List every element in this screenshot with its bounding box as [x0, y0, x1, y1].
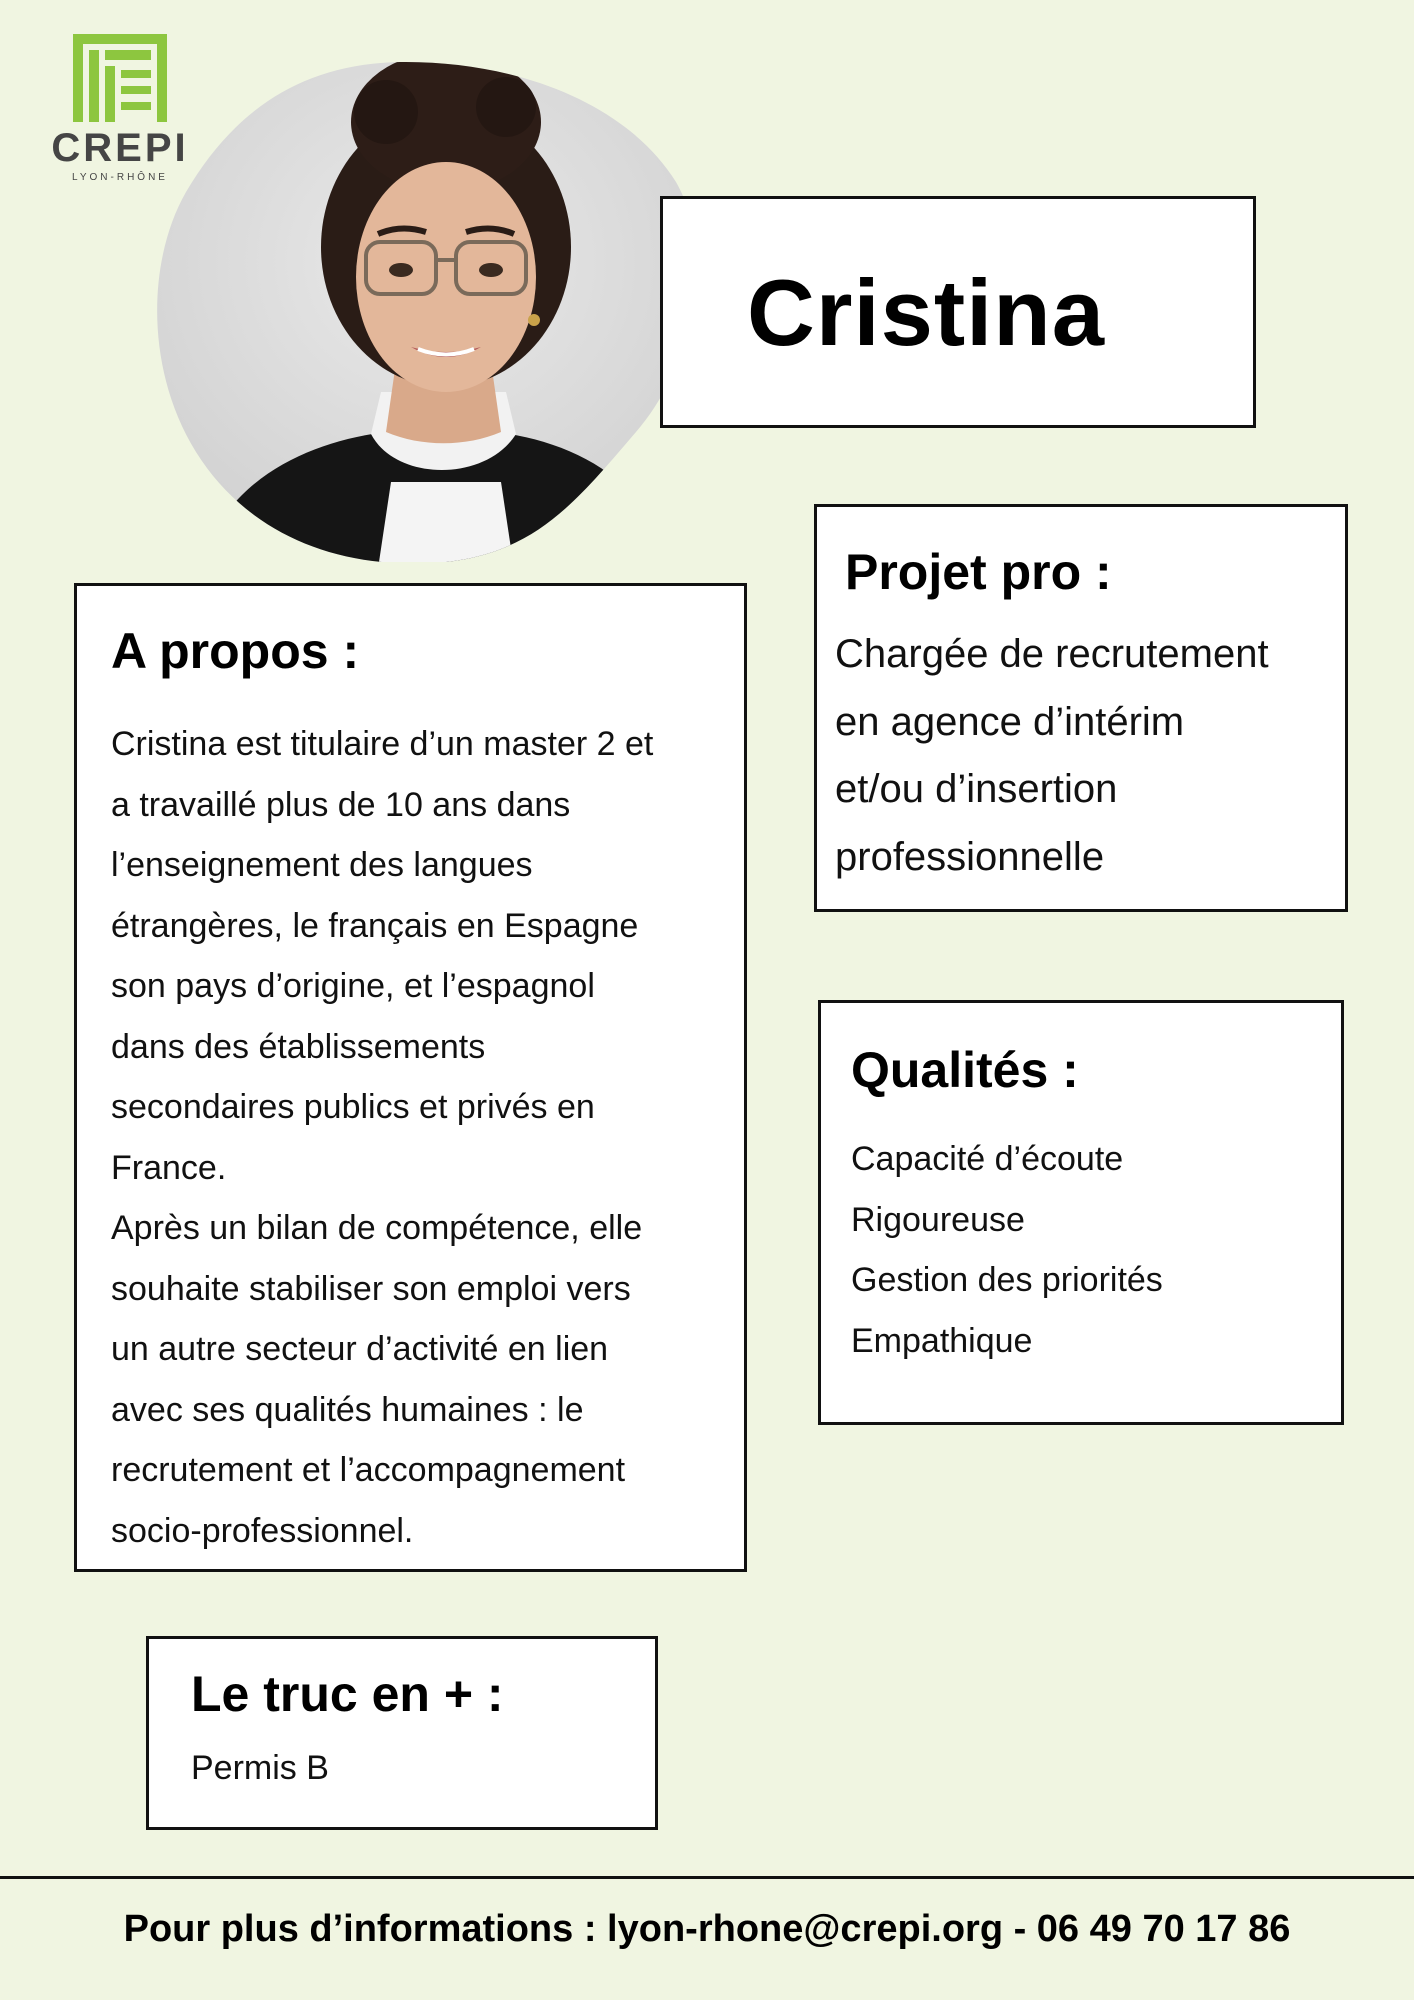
- apropos-line: l’enseignement des langues: [111, 846, 533, 884]
- apropos-line: France.: [111, 1148, 227, 1187]
- apropos-text: [111, 714, 653, 1561]
- qualites-list: [851, 1129, 1163, 1371]
- truc-item: Permis B: [191, 1749, 329, 1787]
- apropos-line: Cristina est titulaire d’un master 2 et: [111, 725, 654, 763]
- projet-line: en agence d’intérim: [835, 699, 1185, 744]
- qualite-item: Rigoureuse: [851, 1200, 1025, 1239]
- apropos-line: souhaite stabiliser son emploi vers: [111, 1269, 631, 1308]
- logo-subtitle: LYON-RHÔNE: [72, 172, 168, 183]
- projet-line: professionnelle: [835, 834, 1105, 879]
- name-card: [660, 196, 1256, 428]
- profile-name: Cristina: [747, 260, 1105, 365]
- projet-section: [814, 504, 1348, 912]
- apropos-line: Après un bilan de compétence, elle: [111, 1209, 643, 1247]
- qualites-section: [818, 1000, 1344, 1425]
- apropos-line: a travaillé plus de 10 ans dans: [111, 785, 571, 824]
- qualite-item: Capacité d’écoute: [851, 1140, 1124, 1178]
- apropos-line: avec ses qualités humaines : le: [111, 1390, 584, 1429]
- portrait-photo: [156, 62, 696, 562]
- projet-heading: Projet pro :: [845, 544, 1112, 600]
- apropos-line: son pays d’origine, et l’espagnol: [111, 967, 595, 1005]
- apropos-line: étrangères, le français en Espagne: [111, 906, 639, 945]
- apropos-line: dans des établissements: [111, 1027, 486, 1066]
- truc-section: [146, 1636, 658, 1830]
- apropos-section: [74, 583, 747, 1572]
- projet-line: et/ou d’insertion: [835, 767, 1118, 811]
- projet-line: Chargée de recrutement: [835, 632, 1269, 676]
- crepi-logo-icon: [73, 34, 167, 122]
- qualite-item: Gestion des priorités: [851, 1261, 1163, 1299]
- qualite-item: Empathique: [851, 1321, 1033, 1360]
- logo-name: CREPI: [51, 126, 189, 170]
- footer-contact: Pour plus d’informations : lyon-rhone@crepi.org - 06 49 70 17 86: [123, 1908, 1291, 1950]
- projet-text: [835, 621, 1269, 891]
- truc-heading: Le truc en + :: [191, 1666, 504, 1722]
- qualites-heading: Qualités :: [851, 1042, 1079, 1098]
- apropos-heading: A propos :: [111, 623, 360, 679]
- footer-divider: [0, 1876, 1414, 1879]
- apropos-line: recrutement et l’accompagnement: [111, 1451, 626, 1489]
- apropos-line: secondaires publics et privés en: [111, 1088, 595, 1126]
- apropos-line: un autre secteur d’activité en lien: [111, 1330, 609, 1368]
- apropos-line: socio-professionnel.: [111, 1511, 414, 1550]
